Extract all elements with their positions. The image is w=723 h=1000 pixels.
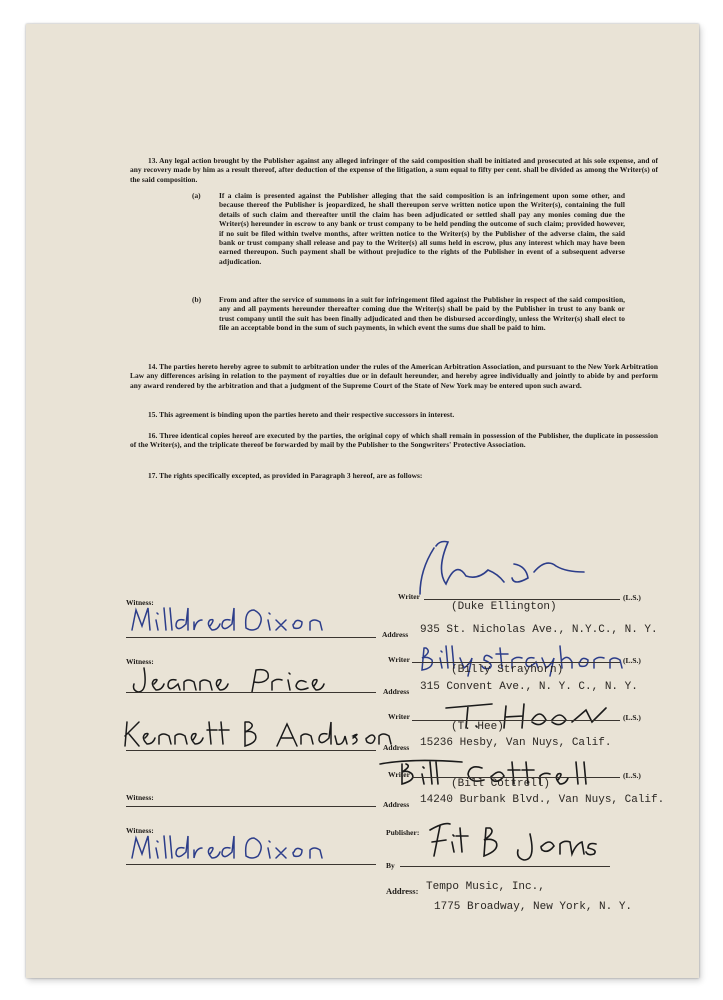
witness-line-1: [126, 637, 376, 638]
publisher-label: Publisher:: [386, 828, 420, 837]
writer-line-2: [412, 662, 620, 663]
writer-signature-1: [396, 530, 596, 590]
paragraph-16: 16. Three identical copies hereof are executed by the parties, the original copy of which shall remain in possession of the Publisher, the duplicate in possession of the Writer(s), and the triplicate thereof be forwarded by mail by the Publisher to the Songwriters' Protective Association.: [130, 431, 658, 450]
witness-line-2: [126, 692, 376, 693]
address-label-1: Address: [382, 630, 409, 639]
paragraph-13b: From and after the service of summons in a suit for infringement filed against the Publisher in respect of the said composition, any and all payments hereunder thereafter coming due the Writer(s) shall be paid by the Publisher in trust to any bank or trust company until the suit has been finally adjudicated and then be disbursed accordingly, unless the Writer(s) shall elect to file an acceptable bond in the sum of such payments, in which event the sums due shall be paid to him.: [219, 295, 625, 333]
witness-label-1: Witness:: [126, 598, 154, 607]
witness-line-4: [126, 806, 376, 807]
writer-address-2: 315 Convent Ave., N. Y. C., N. Y.: [420, 681, 638, 693]
writer-name-4: (Bill Cottrell): [451, 778, 551, 790]
witness-signature-2: [126, 662, 366, 702]
paragraph-13a: If a claim is presented against the Publisher alleging that the said composition is an infringement upon some other, and because thereof the Publisher is jeopardized, he shall thereupon serve written notice upon the Writer(s), containing the full details of such claim and thereafter until the claim has been adjudicated or settled shall pay any monies coming due the Writer(s) hereunder in escrow to any bank or trust company to be held pending the outcome of such claim; provided however, if no suit be filed within twelve months, after written notice to the Writer(s) by the Publisher of the adverse claim, the said bank or trust company shall release and pay to the Writer(s) all sums held in escrow, plus any interest which may have been earned thereupon. Such payment shall be without prejudice to the rights of the Publisher in event of a subsequent adverse adjudication.: [219, 191, 625, 266]
address-label-4: Address: [383, 800, 410, 809]
paragraph-15: 15. This agreement is binding upon the parties hereto and their respective successors in interest.: [148, 410, 455, 419]
writer-address-4: 14240 Burbank Blvd., Van Nuys, Calif.: [420, 794, 665, 806]
publisher-address-line2: 1775 Broadway, New York, N. Y.: [434, 901, 633, 913]
writer-name-2: (Billy Strayhorn): [451, 664, 564, 676]
contract-page: [26, 24, 699, 978]
paragraph-14: 14. The parties hereto hereby agree to submit to arbitration under the rules of the American Arbitration Association, and pursuant to the New York Arbitration Law any differences arising in relation to the payment of royalties due or in default hereunder, and hereby agree individually and jointly to abide by and perform any award rendered by the arbitration and that a judgment of the Supreme Court of the State of New York may be entered upon such award.: [130, 362, 658, 390]
witness-label-5: Witness:: [126, 826, 154, 835]
ls-label-2: (L.S.): [623, 656, 641, 665]
witness-label-4: Witness:: [126, 793, 154, 802]
publisher-line: [400, 866, 610, 867]
writer-label-4: Writer: [388, 770, 410, 779]
writer-line-3: [412, 720, 620, 721]
paragraph-13b-label: (b): [192, 295, 202, 304]
by-label: By: [386, 861, 395, 870]
writer-name-1: (Duke Ellington): [451, 601, 557, 613]
ls-label-1: (L.S.): [623, 593, 641, 602]
paragraph-13a-label: (a): [192, 191, 201, 200]
address-label-3: Address: [383, 743, 410, 752]
witness-line-5: [126, 864, 376, 865]
writer-line-1: [424, 599, 620, 600]
writer-address-1: 935 St. Nicholas Ave., N.Y.C., N. Y.: [420, 624, 658, 636]
writer-label-3: Writer: [388, 712, 410, 721]
writer-name-3: (T. Hee): [451, 721, 504, 733]
witness-label-2: Witness:: [126, 657, 154, 666]
publisher-address-label: Address:: [386, 886, 419, 896]
ls-label-3: (L.S.): [623, 713, 641, 722]
writer-address-3: 15236 Hesby, Van Nuys, Calif.: [420, 737, 612, 749]
writer-label-2: Writer: [388, 655, 410, 664]
publisher-signature: [420, 816, 620, 866]
paragraph-17: 17. The rights specifically excepted, as provided in Paragraph 3 hereof, are as follows:: [148, 471, 423, 480]
address-label-2: Address: [383, 687, 410, 696]
publisher-address-line1: Tempo Music, Inc.,: [426, 881, 545, 893]
ls-label-4: (L.S.): [623, 771, 641, 780]
witness-signature-1: [126, 602, 366, 642]
witness-line-3: [126, 750, 376, 751]
paragraph-13: 13. Any legal action brought by the Publisher against any alleged infringer of the said composition shall be initiated and prosecuted at his sole expense, and of any recovery made by him as a result thereof, after deduction of the expense of the litigation, a sum equal to fifty per cent. shall be divided as among the Writer(s) of the said composition.: [130, 156, 658, 184]
writer-label-1: Writer: [398, 592, 420, 601]
